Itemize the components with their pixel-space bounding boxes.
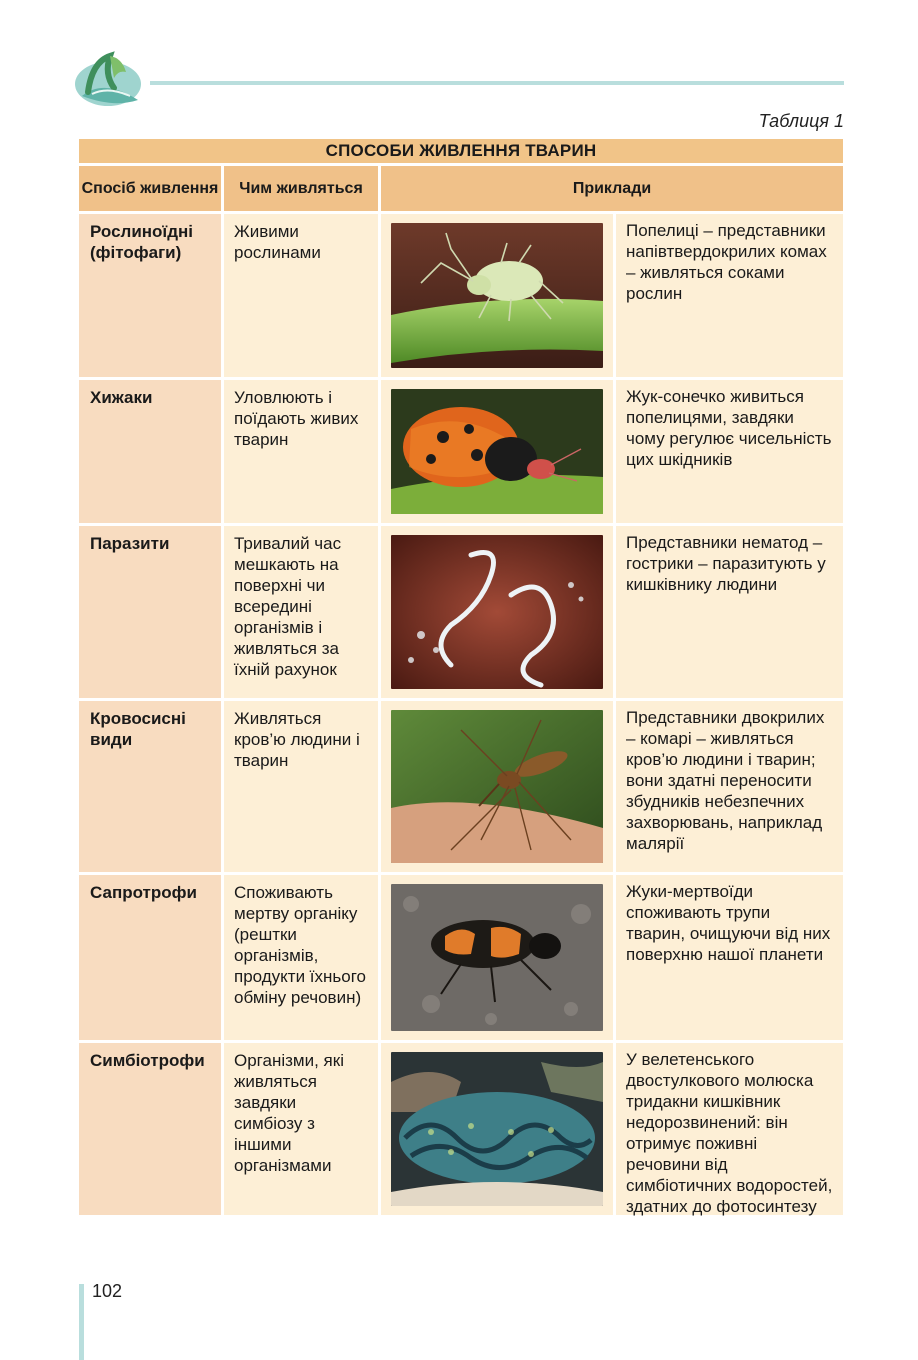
example-text-cell: Представники нематод – гострики – паразитують у кишківнику людини	[616, 526, 843, 698]
column-header-food: Чим живляться	[224, 166, 378, 211]
aphid-photo	[391, 223, 603, 368]
header-rule	[150, 81, 844, 85]
table-row	[79, 875, 843, 1040]
example-image-cell	[381, 526, 613, 698]
example-text-cell: Жук-сонечко живиться попелицями, завдяки чому регулює чисельність цих шкідників	[616, 380, 843, 523]
method-cell: Паразити	[79, 526, 221, 698]
mosquito-photo	[391, 710, 603, 863]
food-cell: Тривалий час мешкають на поверхні чи всередині організмів і живляться за їхній рахунок	[224, 526, 378, 698]
leaf-chapter-icon	[74, 48, 146, 110]
table-row	[79, 380, 843, 523]
method-cell: Сапротрофи	[79, 875, 221, 1040]
burying-beetle-photo	[391, 884, 603, 1031]
example-text-cell: Попелиці – представники напівтвердокрилих комах – живляться соками рослин	[616, 214, 843, 377]
food-cell: Споживають мертву органіку (рештки організмів, продукти їхнього обміну речовин)	[224, 875, 378, 1040]
table-caption: СПОСОБИ ЖИВЛЕННЯ ТВАРИН	[79, 139, 843, 163]
method-cell: Кровосисні види	[79, 701, 221, 872]
example-text-cell: У велетенського двостулкового молюска тридакни кишківник недорозвинений: він отримує поживні речовини від симбіотичних водоростей, здатних до фотосинтезу	[616, 1043, 843, 1215]
page-number: 102	[92, 1281, 123, 1301]
example-text-cell: Жуки-мертвоїди споживають трупи тварин, очищуючи від них поверхню нашої планети	[616, 875, 843, 1040]
food-cell: Уловлюють і поїдають живих тварин	[224, 380, 378, 523]
example-image-cell	[381, 214, 613, 377]
page-margin-bar	[79, 1284, 84, 1360]
example-image-cell	[381, 701, 613, 872]
food-cell: Живими рослинами	[224, 214, 378, 377]
example-text-cell: Представники двокрилих – комарі – живляться кров’ю людини і тварин; вони здатні переносити збудників небезпечних захворювань, наприклад малярії	[616, 701, 843, 872]
food-cell: Організми, які живляться завдяки симбіозу з іншими організмами	[224, 1043, 378, 1215]
table-header-row	[79, 166, 843, 211]
ladybug-photo	[391, 389, 603, 514]
example-image-cell	[381, 875, 613, 1040]
pinworm-photo	[391, 535, 603, 689]
table-row	[79, 701, 843, 872]
column-header-method: Спосіб живлення	[79, 166, 221, 211]
example-image-cell	[381, 380, 613, 523]
method-cell: Симбіотрофи	[79, 1043, 221, 1215]
feeding-methods-table	[79, 139, 843, 1215]
food-cell: Живляться кров’ю людини і тварин	[224, 701, 378, 872]
table-row	[79, 526, 843, 698]
example-image-cell	[381, 1043, 613, 1215]
column-header-examples: Приклади	[381, 166, 843, 211]
table-row	[79, 214, 843, 377]
table-row	[79, 1043, 843, 1215]
giant-clam-photo	[391, 1052, 603, 1206]
method-cell: Рослиноїдні (фітофаги)	[79, 214, 221, 377]
method-cell: Хижаки	[79, 380, 221, 523]
table-label: Таблиця 1	[758, 111, 844, 131]
